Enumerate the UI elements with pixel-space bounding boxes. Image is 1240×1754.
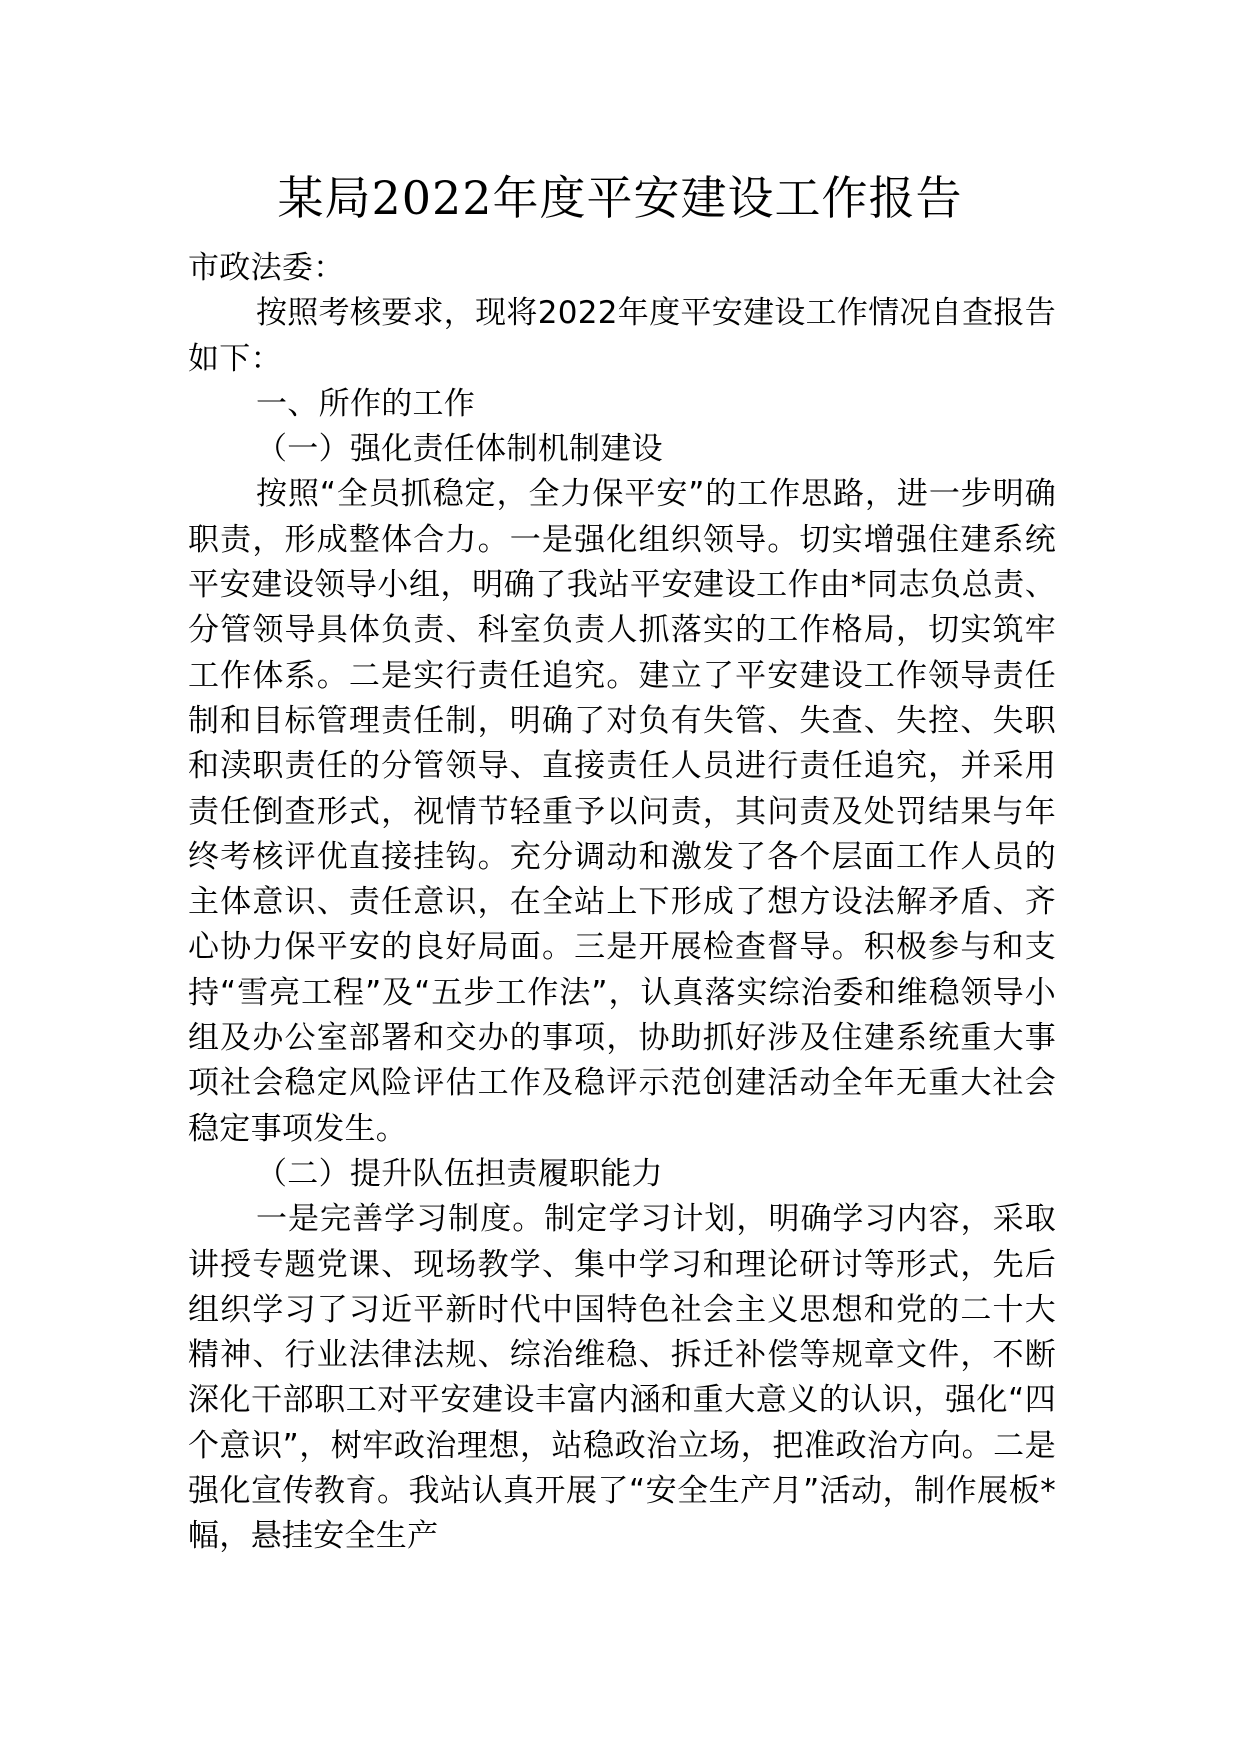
subsection-1-paragraph: 按照“全员抓稳定，全力保平安”的工作思路，进一步明确职责，形成整体合力。一是强化组织领导。切实增强住建系统平安建设领导小组，明确了我站平安建设工作由*同志负总责、分管领导具体负责、科室负责人抓落实的工作格局，切实筑牢工作体系。二是实行责任追究。建立了平安建设工作领导责任制和目标管理责任制，明确了对负有失管、失查、失控、失职和渎职责任的分管领导、直接责任人员进行责任追究，并采用责任倒查形式，视情节轻重予以问责，其问责及处罚结果与年终考核评优直接挂钩。充分调动和激发了各个层面工作人员的主体意识、责任意识，在全站上下形成了想方设法解矛盾、齐心协力保平安的良好局面。三是开展检查督导。积极参与和支持“雪亮工程”及“五步工作法”，认真落实综治委和维稳领导小组及办公室部署和交办的事项，协助抓好涉及住建系统重大事项社会稳定风险评估工作及稳评示范创建活动全年无重大社会稳定事项发生。	[188, 476, 1056, 1147]
document-body	[188, 246, 1056, 1560]
salutation: 市政法委：	[188, 250, 345, 286]
section-heading-1: 一、所作的工作	[256, 385, 476, 422]
document-title: 某局2022年度平安建设工作报告	[277, 171, 963, 225]
subsection-heading-2: （二）提升队伍担责履职能力	[256, 1155, 663, 1192]
subsection-heading-1: （一）强化责任体制机制建设	[256, 431, 663, 468]
subsection-2-paragraph: 一是完善学习制度。制定学习计划，明确学习内容，采取讲授专题党课、现场教学、集中学习和理论研讨等形式，先后组织学习了习近平新时代中国特色社会主义思想和党的二十大精神、行业法律法规、综治维稳、拆迁补偿等规章文件，不断深化干部职工对平安建设丰富内涵和重大意义的认识，强化“四个意识”，树牢政治理想，站稳政治立场，把准政治方向。二是强化宣传教育。我站认真开展了“安全生产月”活动，制作展板*幅，悬挂安全生产	[188, 1201, 1056, 1555]
intro-paragraph: 按照考核要求，现将2022年度平安建设工作情况自查报告如下：	[188, 295, 1056, 377]
